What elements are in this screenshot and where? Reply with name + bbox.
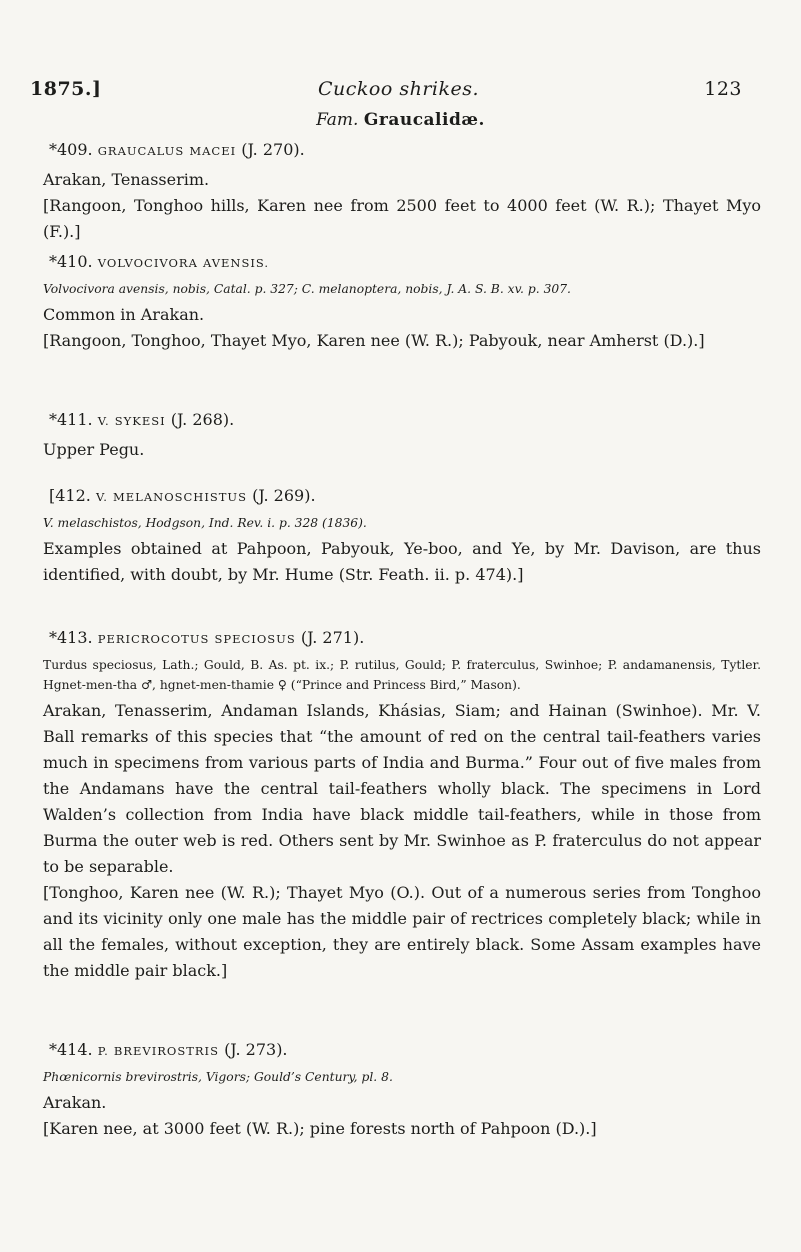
entry-jerdon-ref: (J. 271).: [300, 628, 365, 647]
entry-number: [412.: [49, 486, 91, 505]
entry-species: SPECIOSUS: [214, 632, 296, 646]
entry-410: [43, 252, 761, 354]
entry-heading: [43, 486, 761, 507]
entry-heading: [43, 252, 761, 273]
entry-heading: [43, 140, 761, 161]
entry-genus: V.: [97, 414, 110, 428]
entry-synonymy: Volvocivora avensis, nobis, Catal. p. 327; C. melanoptera, nobis, J. A. S. B. xv. p. 307.: [43, 282, 571, 296]
entry-species: MELANOSCHISTUS: [113, 490, 247, 504]
entry-heading: [43, 1040, 761, 1061]
entry-range: Arakan.: [43, 1093, 107, 1112]
entry-genus: P.: [97, 1044, 109, 1058]
entry-genus: GRAUCALUS: [97, 144, 185, 158]
entry-jerdon-ref: (J. 273).: [224, 1040, 288, 1059]
entry-genus: V.: [95, 490, 108, 504]
entry-localities: [Tonghoo, Karen nee (W. R.); Thayet Myo (O.). Out of a numerous series from Tonghoo and its vicinity only one male has the middle pair of rectrices completely black; while in all the females, without exception, they are entirely black. Some Assam examples have the middle pair black.]: [43, 883, 761, 980]
entry-genus: PERICROCOTUS: [97, 632, 210, 646]
entry-409: [43, 140, 761, 245]
entry-number: *410.: [49, 252, 93, 271]
entry-411: [43, 410, 761, 463]
entry-heading: [43, 410, 761, 431]
entry-jerdon-ref: (J. 269).: [252, 486, 316, 505]
entry-413: [43, 628, 761, 984]
entry-range: Arakan, Tenasserim.: [43, 170, 210, 189]
family-heading: [0, 110, 801, 130]
family-name: Graucalidæ.: [363, 110, 485, 130]
entry-range: Upper Pegu.: [43, 440, 145, 459]
entry-localities: [Karen nee, at 3000 feet (W. R.); pine forests north of Pahpoon (D.).]: [43, 1119, 597, 1138]
entry-number: *409.: [49, 140, 93, 159]
entry-jerdon-ref: (J. 270).: [241, 140, 305, 159]
entry-number: *413.: [49, 628, 93, 647]
entry-number: *414.: [49, 1040, 93, 1059]
entry-species: SYKESI: [114, 414, 166, 428]
entry-synonymy: Phœnicornis brevirostris, Vigors; Gould’s Century, pl. 8.: [43, 1070, 393, 1084]
entry-species: AVENSIS.: [202, 256, 270, 270]
entry-jerdon-ref: (J. 268).: [170, 410, 235, 429]
entry-number: *411.: [49, 410, 93, 429]
entry-synonymy: Turdus speciosus, Lath.; Gould, B. As. pt. ix.; P. rutilus, Gould; P. fraterculus, Swinhoe; P. andamanensis, Tytler. Hgnet-men-tha ♂, hgnet-men-thamie ♀ (“Prince and Princess Bird,” Mason).: [43, 658, 761, 692]
entry-range: Common in Arakan.: [43, 305, 205, 324]
running-head-title: Cuckoo shrikes.: [318, 78, 480, 100]
entry-text: Arakan, Tenasserim, Andaman Islands, Khásias, Siam; and Hainan (Swinhoe). Mr. V. Ball remarks of this species that “the amount of red on the central tail-feathers varies much in specimens from various parts of India and Burma.” Four out of five males from the Andamans have the central tail-feathers wholly black. The specimens in Lord Walden’s collection from India have black middle tail-feathers, while in those from Burma the outer web is red. Others sent by Mr. Swinhoe as P. fraterculus do not appear to be separable.: [43, 701, 761, 876]
entry-synonymy: V. melaschistos, Hodgson, Ind. Rev. i. p. 328 (1836).: [43, 516, 367, 530]
entry-414: [43, 1040, 761, 1142]
family-prefix: Fam.: [316, 110, 359, 130]
entry-genus: VOLVOCIVORA: [97, 256, 198, 270]
entry-localities: [Rangoon, Tonghoo hills, Karen nee from 2500 feet to 4000 feet (W. R.); Thayet Myo (F.).]: [43, 196, 761, 241]
page-number: 123: [704, 78, 742, 100]
running-head-year: 1875.]: [30, 78, 102, 100]
entry-localities: [Rangoon, Tonghoo, Thayet Myo, Karen nee (W. R.); Pabyouk, near Amherst (D.).]: [43, 331, 705, 350]
entry-heading: [43, 628, 761, 649]
entry-species: BREVIROSTRIS: [113, 1044, 219, 1058]
entry-species: MACEI: [189, 144, 237, 158]
entry-412: [43, 486, 761, 588]
entry-text: Examples obtained at Pahpoon, Pabyouk, Ye-boo, and Ye, by Mr. Davison, are thus identified, with doubt, by Mr. Hume (Str. Feath. ii. p. 474).]: [43, 539, 761, 584]
